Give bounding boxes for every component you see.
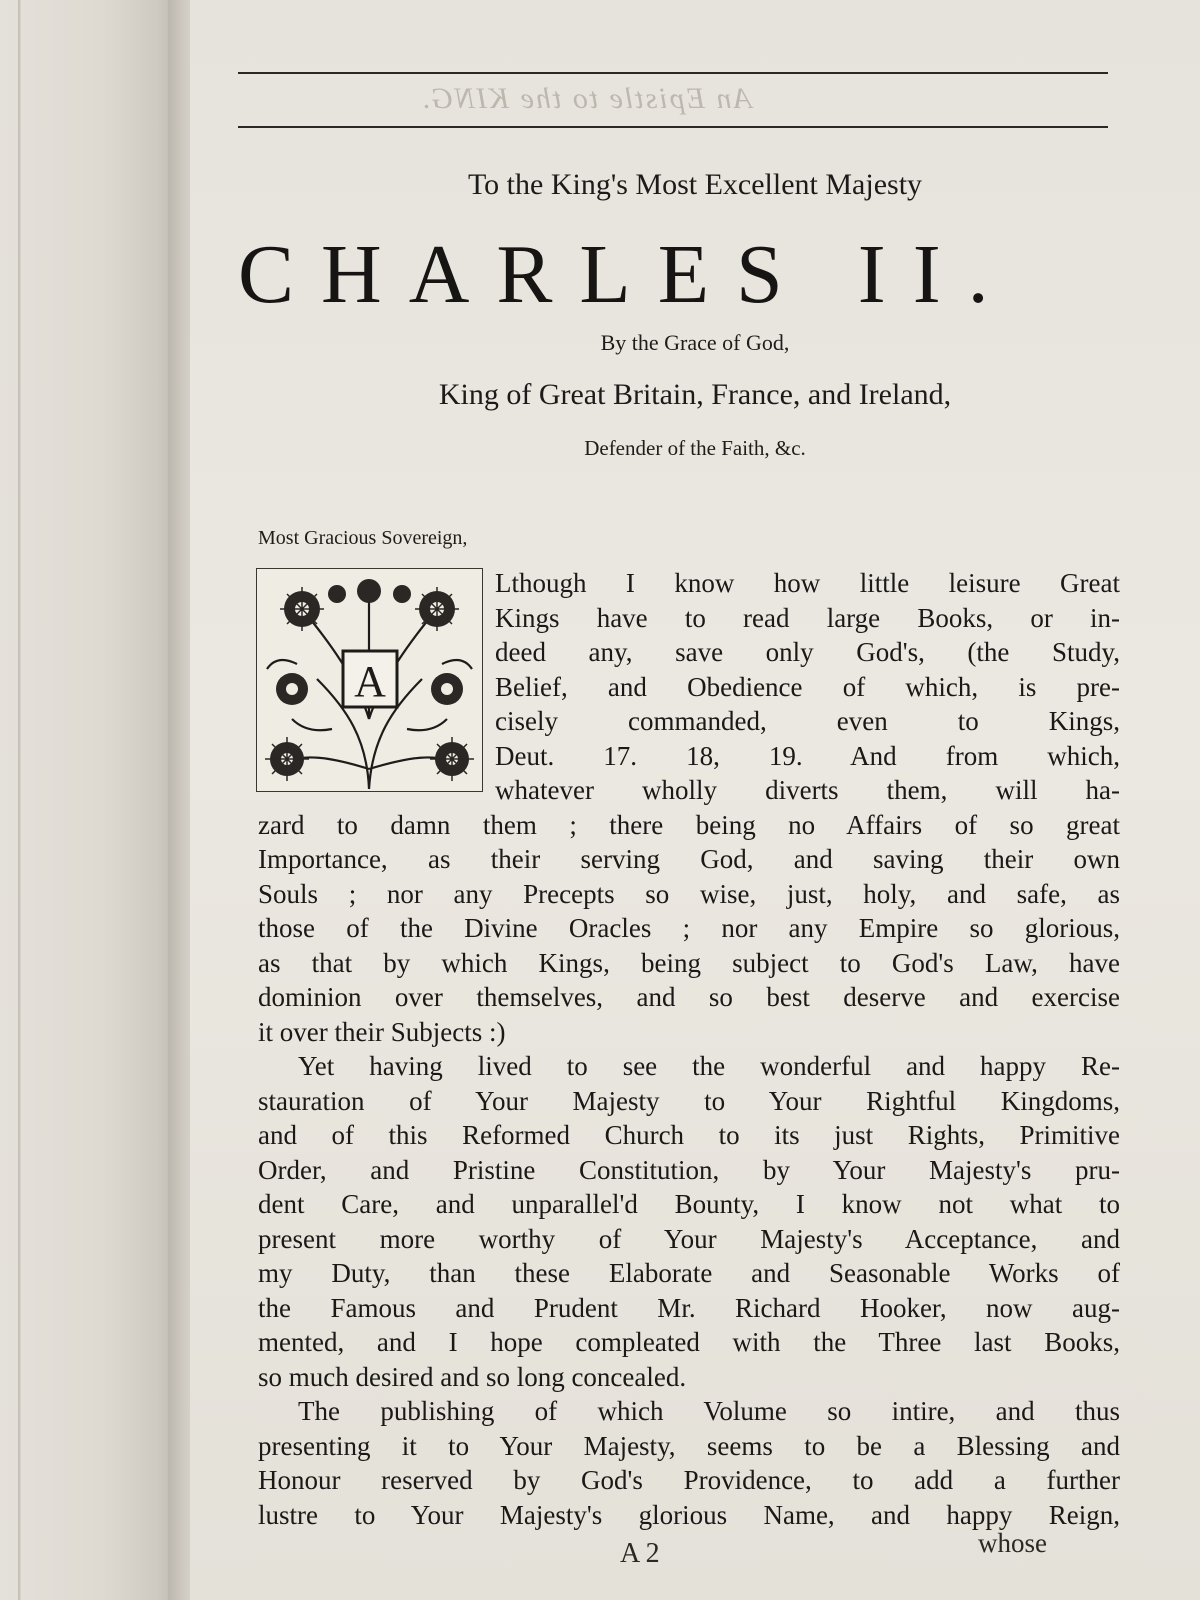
dedication-body (258, 566, 1120, 1532)
body-line: Belief, and Obedience of which, is pre- (495, 671, 1120, 702)
body-line: the Famous and Prudent Mr. Richard Hooker, now aug- (258, 1292, 1120, 1323)
body-line: Importance, as their serving God, and saving their own (258, 844, 1120, 874)
body-line: Honour reserved by God's Providence, to add a further (258, 1465, 1120, 1495)
body-line: present more worthy of Your Majesty's Acceptance, and (258, 1223, 1120, 1254)
body-line: mented, and I hope compleated with the Three last Books, (258, 1327, 1120, 1357)
body-line: Deut. 17. 18, 19. And from which, (495, 740, 1120, 771)
body-line: stauration of Your Majesty to Your Rightful Kingdoms, (258, 1085, 1120, 1116)
facing-page-edge (0, 0, 185, 1600)
body-line: whatever wholly diverts them, will ha- (495, 775, 1120, 805)
body-line: and of this Reformed Church to its just Rights, Primitive (258, 1120, 1120, 1150)
catchword: whose (978, 1528, 1047, 1558)
king-of-line: King of Great Britain, France, and Ireland, (438, 378, 952, 411)
body-line: presenting it to Your Majesty, seems to be a Blessing and (258, 1430, 1120, 1461)
body-line: Yet having lived to see the wonderful and happy Re- (298, 1051, 1120, 1081)
body-line: cisely commanded, even to Kings, (495, 706, 1120, 736)
grace-line: By the Grace of God, (600, 330, 790, 355)
book-page (190, 0, 1200, 1600)
body-line: The publishing of which Volume so intire, and thus (298, 1396, 1120, 1426)
body-line: dent Care, and unparallel'd Bounty, I know not what to (258, 1189, 1120, 1219)
body-line: Lthough I know how little leisure Great (495, 568, 1120, 598)
body-line: my Duty, than these Elaborate and Seasonable Works of (258, 1258, 1120, 1288)
body-line: lustre to Your Majesty's glorious Name, and happy Reign, (258, 1499, 1120, 1530)
top-rule (238, 72, 1108, 74)
salutation: Most Gracious Sovereign, (258, 527, 468, 549)
king-name-heading: CHARLES II. (238, 228, 1016, 321)
body-line: deed any, save only God's, (the Study, (495, 637, 1120, 667)
show-through-running-head: An Epistle to the KING. (420, 82, 752, 115)
body-line: Kings have to read large Books, or in- (495, 602, 1120, 633)
body-line: as that by which Kings, being subject to God's Law, have (258, 947, 1120, 978)
body-line: it over their Subjects :) (258, 1016, 506, 1047)
second-rule (238, 126, 1108, 128)
signature-mark: A 2 (620, 1538, 660, 1569)
dedication-line: To the King's Most Excellent Majesty (467, 168, 923, 201)
body-line: dominion over themselves, and so best deserve and exercise (258, 982, 1120, 1012)
body-line: Souls ; nor any Precepts so wise, just, holy, and safe, as (258, 878, 1120, 909)
facing-page-fold (18, 0, 21, 1600)
body-line: so much desired and so long concealed. (258, 1361, 687, 1392)
body-line: those of the Divine Oracles ; nor any Empire so glorious, (258, 913, 1120, 943)
initial-letter: A (354, 657, 386, 706)
body-line: zard to damn them ; there being no Affairs of so great (258, 809, 1120, 840)
body-line: Order, and Pristine Constitution, by Your Majesty's pru- (258, 1154, 1120, 1185)
defender-line: Defender of the Faith, &c. (584, 436, 806, 460)
